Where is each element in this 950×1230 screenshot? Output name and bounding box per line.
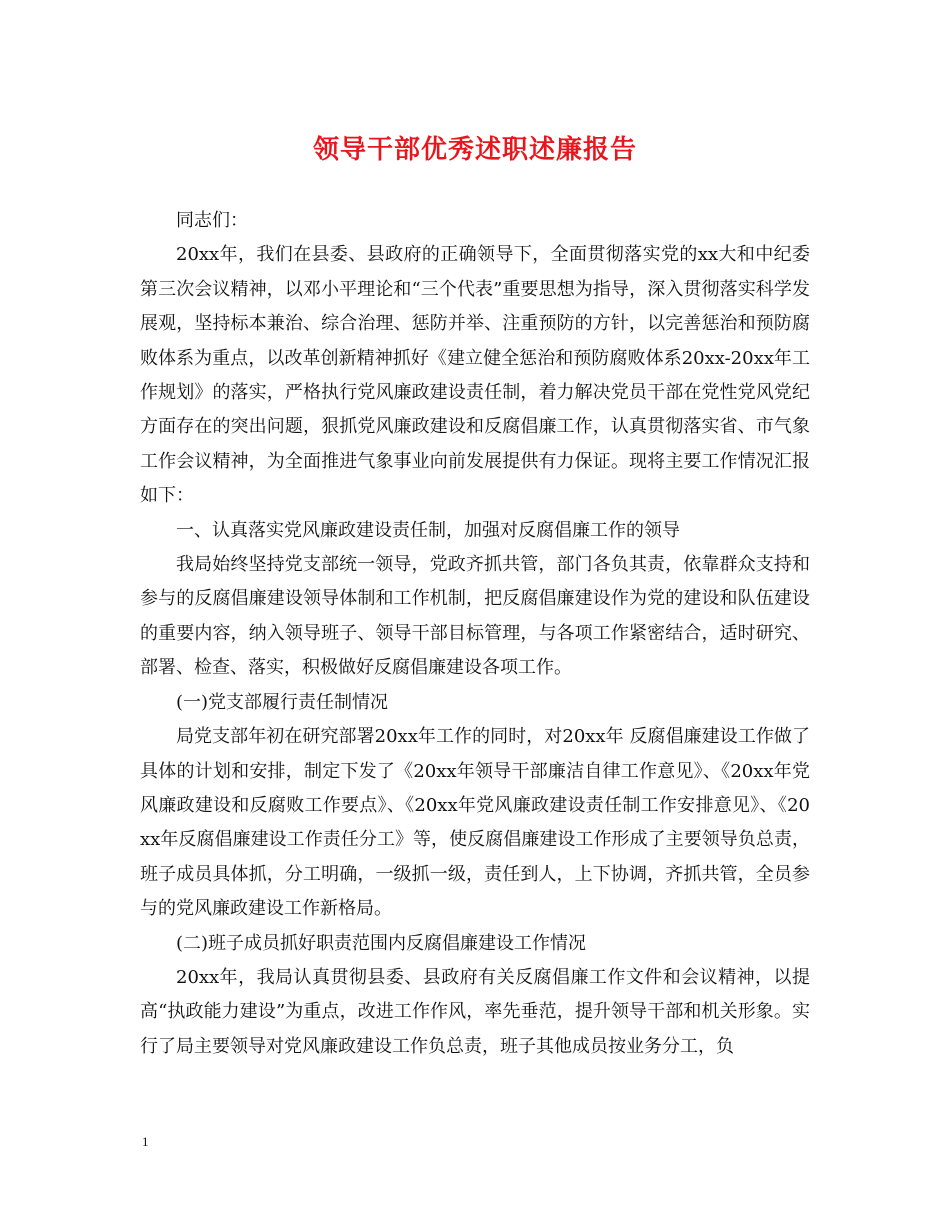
body-paragraph: 20xx年，我局认真贯彻县委、县政府有关反腐倡廉工作文件和会议精神，以提高“执政能力建设”为重点，改进工作作风，率先垂范，提升领导干部和机关形象。实行了局主要领导对党风廉政建设工作负总责，班子其他成员按业务分工，负 [140,966,810,1057]
subsection-heading: (二)班子成员抓好职责范围内反腐倡廉建设工作情况 [176,932,587,954]
section-heading: 一、认真落实党风廉政建设责任制，加强对反腐倡廉工作的领导 [176,519,680,541]
body-paragraph: 局党支部年初在研究部署20xx年工作的同时，对20xx年 反腐倡廉建设工作做了具体的计划和安排，制定下发了《20xx年领导干部廉洁自律工作意见》、《20xx年党风廉政建设和反腐败工作要点》、《20xx年党风廉政建设责任制工作安排意见》、《20xx年反腐倡廉建设工作责任分工》等，使反腐倡廉建设工作形成了主要领导负总责，班子成员具体抓，分工明确，一级抓一级，责任到人，上下协调，齐抓共管，全员参与的党风廉政建设工作新格局。 [140,726,810,920]
greeting-paragraph: 同志们： [176,210,248,231]
body-paragraph: 我局始终坚持党支部统一领导，党政齐抓共管，部门各负其责，依靠群众支持和参与的反腐倡廉建设领导体制和工作机制，把反腐倡廉建设作为党的建设和队伍建设的重要内容，纳入领导班子、领导干部目标管理，与各项工作紧密结合，适时研究、部署、检查、落实，积极做好反腐倡廉建设各项工作。 [140,554,810,679]
document-body [140,204,810,1064]
body-paragraph: 20xx年，我们在县委、县政府的正确领导下，全面贯彻落实党的xx大和中纪委第三次会议精神，以邓小平理论和“三个代表”重要思想为指导，深入贯彻落实科学发展观，坚持标本兼治、综合治理、惩防并举、注重预防的方针，以完善惩治和预防腐败体系为重点，以改革创新精神抓好《建立健全惩治和预防腐败体系20xx-20xx年工作规划》的落实，严格执行党风廉政建设责任制，着力解决党员干部在党性党风党纪方面存在的突出问题，狠抓党风廉政建设和反腐倡廉工作，认真贯彻落实省、市气象工作会议精神，为全面推进气象事业向前发展提供有力保证。现将主要工作情况汇报如下： [140,244,810,507]
subsection-heading: (一)党支部履行责任制情况 [176,691,389,713]
document-title: 领导干部优秀述职述廉报告 [312,135,637,165]
page-number: 1 [142,1134,149,1149]
